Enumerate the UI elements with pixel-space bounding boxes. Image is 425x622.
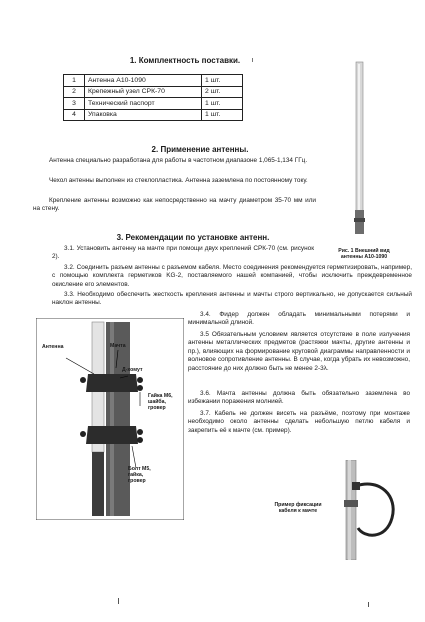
row-num: 1 [64,75,85,87]
cable-tie [344,500,358,507]
section3-paragraph-4: 3.4. Фидер должен обладать минимальными потерями и минимальной длиной. [188,311,410,327]
row-num: 4 [64,109,85,121]
row-qty: 2 шт. [202,86,243,98]
scan-mark [118,598,119,604]
table-row [64,75,243,87]
section3-title: 3. Рекомендации по установке антенн. [116,233,270,242]
figure1-caption-line2: антенны А10-1090 [340,254,388,261]
section3-paragraph-1: 3.1. Установить антенну на мачте при помощи двух креплений СРК-70 (см. рисунок 2). [52,245,314,261]
label-bolt-line2: гайка, [128,472,144,478]
clamp-upper [86,374,138,392]
table-row [64,98,243,110]
row-num: 2 [64,86,85,98]
section3-paragraph-5: 3.5 Обязательным условием является отсутствие в поле излучения антенны металлических предметов (растяжки мачты, другие антенны и пр.), влияющих на формирование круговой диаграммы направленности и волновое сопротивление антенны. В случае, когда убрать их невозможно, расстояние до них должно быть не менее 2-3λ. [188,331,410,372]
antenna-photo [326,60,396,240]
section3-paragraph-3: 3.3. Необходимо обеспечить жесткость крепления антенны и мачты строго вертикально, не допускается сильный наклон антенны. [52,291,412,307]
table-row [64,109,243,121]
label-nut-line2: шайба, [148,399,166,405]
label-clamp: Д-хомут [122,367,143,373]
label-bolt-line1: Болт М5, [128,466,151,472]
scan-mark [368,602,369,607]
label-bolt [128,466,151,484]
scan-mark [252,58,253,62]
row-name: Технический паспорт [85,98,202,110]
label-nut-line1: Гайка М6, [148,393,173,399]
row-qty: 1 шт. [202,75,243,87]
figure3-caption [258,502,338,514]
row-name: Антенна А10-1090 [85,75,202,87]
section3-paragraph-7: 3.7. Кабель не должен висеть на разъёме, поэтому при монтаже необходимо около антенны сделать небольшую петлю кабеля и закрепить её к мачте (см. пример). [188,410,410,434]
figure3-caption-line1: Пример фиксации [274,502,322,508]
figure1-caption-line1: Рис. 1 Внешний вид [338,248,390,254]
section2-paragraph-1: Антенна специально разработана для работы в частотном диапазоне 1,065-1,134 ГГц. [49,157,308,164]
table-row [64,86,243,98]
section2-title: 2. Применение антенны. [151,145,249,154]
label-nut-line3: гровер [148,405,166,411]
row-qty: 1 шт. [202,98,243,110]
clamp-lower [86,426,138,444]
section2-paragraph-3: Крепление антенны возможно как непосредственно на мачту диаметром 35-70 мм или на стену. [33,197,316,213]
row-qty: 1 шт. [202,109,243,121]
section3-paragraph-6: 3.6. Мачта антенны должна быть обязательно заземлена во избежании поражения молнией. [188,390,410,406]
figure1-caption [322,248,406,260]
row-name: Упаковка [85,109,202,121]
label-mast: Мачта [110,343,126,349]
cable-fixation-photo [340,460,410,560]
kit-table [63,74,243,121]
section2-paragraph-2: Чехол антенны выполнен из стеклопластика. Антенна заземлена по постоянному току. [49,177,308,184]
figure3-caption-line2: кабеля к мачте [278,508,318,515]
label-nut [148,393,173,411]
row-num: 3 [64,98,85,110]
label-bolt-line3: гровер [128,478,146,484]
section1-title: 1. Комплектность поставки. [129,56,241,65]
row-name: Крепежный узел СРК-70 [85,86,202,98]
label-antenna: Антенна [42,344,64,350]
section3-paragraph-2: 3.2. Соединить разъем антенны с разъемом кабеля. Место соединения рекомендуется герметизировать, например, с помощью комплекта герметиков KG-2, поставляемого нашей компанией, чтобы исключить преждевременное окисление его элементов. [52,264,412,288]
